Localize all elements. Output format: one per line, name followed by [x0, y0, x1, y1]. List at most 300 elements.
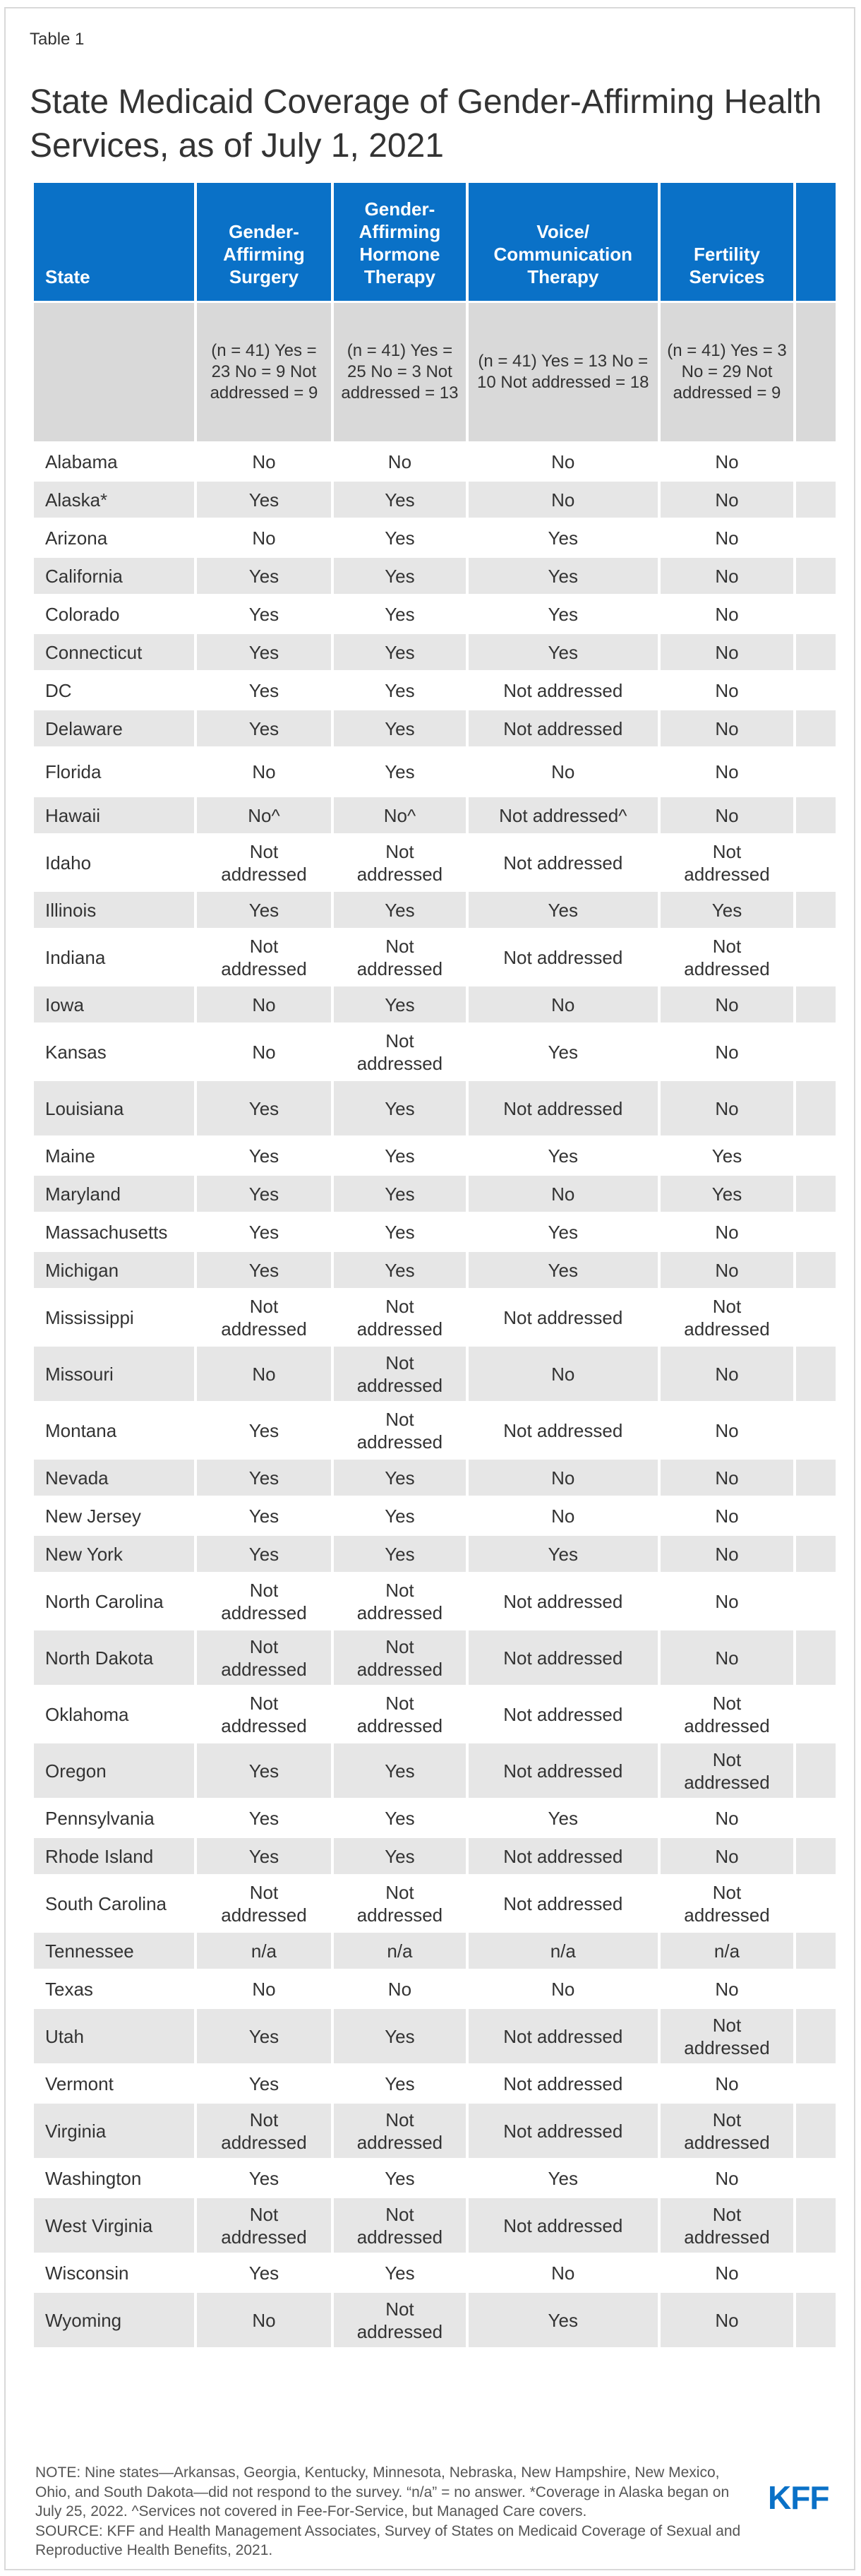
cell-state: Hawaii — [34, 797, 194, 833]
cell-voice: Not addressed — [469, 1743, 658, 1798]
cell-hormone: Yes — [334, 1838, 466, 1874]
cell-fertility: Yes — [661, 892, 793, 928]
cell-cut-off — [796, 1876, 836, 1931]
cell-surgery: Not addressed — [221, 1692, 307, 1736]
cell-voice: Not addressed — [503, 1703, 623, 1725]
page-title: State Medicaid Coverage of Gender-Affirming Health Services, as of July 1, 2021 — [30, 83, 822, 165]
cell-surgery: Yes — [197, 892, 331, 928]
table-row — [34, 1176, 836, 1212]
cell-fertility: Not addressed — [661, 2198, 793, 2253]
cell-cut-off — [796, 749, 836, 795]
cell-state: Idaho — [45, 852, 92, 873]
cell-fertility: No — [661, 558, 793, 594]
cell-cut-off — [796, 1214, 836, 1250]
cell-state: West Virginia — [34, 2198, 194, 2253]
table-row — [34, 1214, 836, 1250]
cell-surgery: No — [197, 986, 331, 1022]
cell-hormone: Not addressed — [356, 1692, 443, 1736]
cell-cut-off — [796, 558, 836, 594]
cell-voice: Not addressed — [469, 1081, 658, 1135]
cell-fertility: No — [715, 1041, 739, 1063]
cell-surgery: Not addressed — [221, 935, 307, 979]
cell-surgery: No — [252, 527, 276, 549]
cell-state: Colorado — [45, 603, 120, 625]
cell-surgery: Yes — [248, 679, 279, 701]
cell-voice: Yes — [548, 603, 578, 625]
cell-surgery: Yes — [197, 482, 331, 518]
cell-fertility: No — [715, 1978, 739, 2000]
table-row — [34, 1800, 836, 1836]
table-row — [34, 1536, 836, 1572]
cell-hormone: Not addressed — [334, 1347, 466, 1401]
summary-cell-voice: (n = 41) Yes = 13 No = 10 Not addressed = 18 — [469, 303, 658, 441]
cell-voice: No — [551, 1978, 575, 2000]
cell-fertility: No — [661, 1536, 793, 1572]
cell-surgery: No — [252, 1978, 276, 2000]
cell-surgery: Yes — [197, 558, 331, 594]
cell-voice: No — [551, 761, 575, 782]
cell-cut-off — [796, 2255, 836, 2291]
table-row — [34, 672, 836, 708]
cell-cut-off — [796, 672, 836, 708]
note-text: NOTE: Nine states—Arkansas, Georgia, Kentucky, Minnesota, Nebraska, New Hampshire, New Mexico, Ohio, and South Dakota—did not respond to the survey. “n/a” = no answer. *Coverage in Alaska began on July 25, 2022. ^Services not covered in Fee-For-Service, but Managed Care covers. — [35, 2464, 730, 2520]
cell-state: Tennessee — [34, 1933, 194, 1969]
cell-hormone: Not addressed — [356, 1408, 443, 1453]
table-row — [34, 835, 836, 890]
cell-cut-off — [796, 1025, 836, 1079]
cell-state: Mississippi — [45, 1306, 134, 1328]
cell-cut-off — [796, 1743, 836, 1798]
column-header-hormone: Gender-Affirming Hormone Therapy — [334, 183, 466, 301]
cell-state: New Jersey — [45, 1505, 141, 1527]
cell-cut-off — [796, 797, 836, 833]
cell-cut-off — [796, 1687, 836, 1741]
cell-voice: Not addressed — [503, 2073, 623, 2094]
cell-cut-off — [796, 2065, 836, 2101]
cell-state: Kansas — [45, 1041, 107, 1063]
table-row — [34, 1025, 836, 1079]
cell-voice: Yes — [548, 1041, 578, 1063]
cell-cut-off — [796, 1347, 836, 1401]
cell-cut-off — [796, 835, 836, 890]
table-row — [34, 558, 836, 594]
cell-cut-off — [796, 596, 836, 632]
cell-cut-off — [796, 1536, 836, 1572]
table-row — [34, 892, 836, 928]
cell-state: South Carolina — [45, 1892, 167, 1914]
cell-cut-off — [796, 443, 836, 479]
cell-fertility: No — [715, 1505, 739, 1527]
table-row — [34, 482, 836, 518]
cell-surgery: Yes — [197, 710, 331, 746]
table-row — [34, 2104, 836, 2158]
table-row — [34, 2293, 836, 2347]
cell-fertility: No — [715, 1807, 739, 1829]
cell-state: Nevada — [34, 1460, 194, 1496]
cell-surgery: Yes — [197, 1536, 331, 1572]
table-label: Table 1 — [30, 30, 85, 49]
cell-surgery: No — [252, 451, 276, 472]
table-row — [34, 1138, 836, 1174]
cell-surgery: Yes — [197, 1460, 331, 1496]
cell-surgery: Yes — [248, 1807, 279, 1829]
cell-state: Alaska* — [34, 482, 194, 518]
cell-state: Oregon — [34, 1743, 194, 1798]
cell-fertility: No — [715, 2167, 739, 2189]
cell-hormone: Yes — [334, 1536, 466, 1572]
table-row — [34, 1630, 836, 1685]
kff-logo: KFF — [768, 2479, 829, 2516]
cell-hormone: n/a — [334, 1933, 466, 1969]
cell-voice: Yes — [469, 2293, 658, 2347]
summary-cell-fertility: (n = 41) Yes = 3 No = 29 Not addressed = 9 — [661, 303, 793, 441]
cell-voice: Not addressed — [469, 2104, 658, 2158]
source-text: SOURCE: KFF and Health Management Associates, Survey of States on Medicaid Coverage of Sexual and Reproductive Health Benefits, 2021. — [35, 2522, 741, 2558]
table-row — [34, 1933, 836, 1969]
cell-state: Texas — [45, 1978, 93, 2000]
cell-voice: Not addressed — [503, 1419, 623, 1441]
cell-voice: No — [469, 1347, 658, 1401]
cell-state: Connecticut — [34, 634, 194, 670]
header-row — [34, 183, 836, 301]
cell-state: Washington — [45, 2167, 142, 2189]
cell-state: Arizona — [45, 527, 108, 549]
table-row — [34, 1743, 836, 1798]
cell-fertility: No — [715, 603, 739, 625]
cell-hormone: No — [387, 1978, 412, 2000]
cell-fertility: Not addressed — [684, 1295, 770, 1340]
cell-hormone: Yes — [334, 482, 466, 518]
cell-fertility: No — [661, 1838, 793, 1874]
cell-voice: Not addressed — [503, 1306, 623, 1328]
cell-cut-off — [796, 930, 836, 984]
cell-surgery: Yes — [248, 1505, 279, 1527]
cell-fertility: Not addressed — [684, 840, 770, 885]
cell-state: DC — [45, 679, 72, 701]
cell-cut-off — [796, 1176, 836, 1212]
cell-surgery: Not addressed — [221, 1295, 307, 1340]
cell-fertility: Yes — [711, 1145, 742, 1167]
table-row — [34, 2198, 836, 2253]
cell-voice: Not addressed — [503, 679, 623, 701]
column-header-voice: Voice/ Communication Therapy — [469, 183, 658, 301]
summary-row — [34, 303, 836, 441]
cell-voice: Not addressed — [503, 946, 623, 968]
cell-surgery: No — [197, 1347, 331, 1401]
cell-fertility: No — [661, 1081, 793, 1135]
cell-hormone: Not addressed — [356, 840, 443, 885]
column-header-surgery: Gender-Affirming Surgery — [197, 183, 331, 301]
cell-fertility: Not addressed — [684, 1692, 770, 1736]
table-row — [34, 710, 836, 746]
cell-hormone: Not addressed — [356, 1579, 443, 1623]
column-header-state: State — [34, 183, 194, 301]
table-row — [34, 986, 836, 1022]
cell-hormone: Yes — [385, 527, 415, 549]
cell-surgery: Yes — [248, 2167, 279, 2189]
cell-hormone: Not addressed — [356, 1881, 443, 1926]
cell-fertility: No — [715, 761, 739, 782]
cell-fertility: No — [661, 634, 793, 670]
cell-voice: No — [469, 482, 658, 518]
table-row — [34, 443, 836, 479]
cell-state: Rhode Island — [34, 1838, 194, 1874]
cell-voice: No — [551, 451, 575, 472]
cell-state: Delaware — [34, 710, 194, 746]
summary-cell-hormone: (n = 41) Yes = 25 No = 3 Not addressed = 13 — [334, 303, 466, 441]
cell-hormone: Yes — [334, 1743, 466, 1798]
cell-surgery: Yes — [197, 1838, 331, 1874]
cell-voice: Not addressed — [503, 852, 623, 873]
cell-cut-off — [796, 1290, 836, 1344]
cell-cut-off — [796, 1252, 836, 1288]
cell-cut-off — [796, 892, 836, 928]
cell-hormone: Yes — [385, 2167, 415, 2189]
cell-hormone: Yes — [334, 986, 466, 1022]
cell-cut-off — [796, 2198, 836, 2253]
cell-surgery: No — [252, 761, 276, 782]
table-row — [34, 930, 836, 984]
cell-hormone: Yes — [385, 1221, 415, 1243]
cell-cut-off — [796, 1933, 836, 1969]
table-row — [34, 2065, 836, 2101]
table-row — [34, 1574, 836, 1628]
cell-fertility: No — [661, 1630, 793, 1685]
cell-surgery: Yes — [248, 2262, 279, 2284]
cell-cut-off — [796, 2104, 836, 2158]
table-row — [34, 1081, 836, 1135]
cell-hormone: Yes — [334, 2009, 466, 2063]
cell-state: Missouri — [34, 1347, 194, 1401]
table-row — [34, 2009, 836, 2063]
cell-state: Pennsylvania — [45, 1807, 155, 1829]
cell-fertility: No — [661, 797, 793, 833]
table-row — [34, 1498, 836, 1534]
cell-cut-off — [796, 1460, 836, 1496]
cell-hormone: Yes — [334, 1460, 466, 1496]
cell-surgery: Not addressed — [197, 2104, 331, 2158]
coverage-table — [34, 181, 838, 2349]
cell-cut-off — [796, 634, 836, 670]
figure-frame — [4, 7, 855, 2570]
cell-voice: Yes — [469, 892, 658, 928]
cell-voice: n/a — [469, 1933, 658, 1969]
cell-hormone: Yes — [385, 1145, 415, 1167]
table-row — [34, 1252, 836, 1288]
cell-hormone: Not addressed — [356, 1030, 443, 1074]
cell-hormone: Yes — [334, 634, 466, 670]
cell-hormone: Yes — [334, 710, 466, 746]
cell-hormone: Yes — [334, 1252, 466, 1288]
cell-surgery: Yes — [248, 1145, 279, 1167]
cell-fertility: Yes — [661, 1176, 793, 1212]
cell-fertility: No — [661, 482, 793, 518]
cell-fertility: No — [715, 1419, 739, 1441]
cell-cut-off — [796, 1838, 836, 1874]
cell-cut-off — [796, 2293, 836, 2347]
table-row — [34, 520, 836, 556]
table-row — [34, 1876, 836, 1931]
cell-hormone: Not addressed — [334, 2198, 466, 2253]
cell-surgery: Not addressed — [197, 2198, 331, 2253]
cell-voice: No — [469, 1176, 658, 1212]
cell-fertility: No — [661, 1460, 793, 1496]
table-row — [34, 596, 836, 632]
cell-state: Florida — [45, 761, 102, 782]
cell-surgery: No^ — [197, 797, 331, 833]
cell-voice: Not addressed — [469, 1838, 658, 1874]
cell-fertility: No — [715, 1221, 739, 1243]
cell-state: Maine — [45, 1145, 95, 1167]
cell-voice: Not addressed — [503, 1892, 623, 1914]
table-row — [34, 797, 836, 833]
cell-surgery: Yes — [197, 1252, 331, 1288]
cell-state: North Carolina — [45, 1590, 164, 1612]
cell-hormone: Yes — [334, 558, 466, 594]
cell-hormone: Yes — [385, 2262, 415, 2284]
cell-voice: Yes — [469, 1252, 658, 1288]
table-row — [34, 2255, 836, 2291]
cell-voice: Not addressed — [503, 1590, 623, 1612]
cell-cut-off — [796, 1403, 836, 1457]
cell-surgery: Not addressed — [221, 1881, 307, 1926]
cell-state: Massachusetts — [45, 1221, 168, 1243]
cell-state: Wyoming — [34, 2293, 194, 2347]
cell-state: Louisiana — [34, 1081, 194, 1135]
cell-state: Virginia — [34, 2104, 194, 2158]
cell-fertility: Not addressed — [684, 935, 770, 979]
cell-surgery: No — [252, 1041, 276, 1063]
cell-surgery: No — [197, 2293, 331, 2347]
cell-voice: Not addressed — [469, 2009, 658, 2063]
table-row — [34, 1838, 836, 1874]
cell-voice: Not addressed — [469, 1630, 658, 1685]
cell-fertility: No — [715, 1590, 739, 1612]
cell-hormone: Yes — [385, 761, 415, 782]
table-row — [34, 1290, 836, 1344]
cell-surgery: Yes — [197, 1081, 331, 1135]
cell-fertility: No — [661, 710, 793, 746]
cell-voice: Yes — [469, 1536, 658, 1572]
cell-state: California — [34, 558, 194, 594]
cell-fertility: No — [715, 2262, 739, 2284]
cell-voice: Yes — [548, 1221, 578, 1243]
cell-voice: Not addressed^ — [469, 797, 658, 833]
cell-surgery: Yes — [197, 1743, 331, 1798]
cell-state: Utah — [34, 2009, 194, 2063]
cell-cut-off — [796, 1971, 836, 2007]
cell-cut-off — [796, 482, 836, 518]
cell-fertility: No — [715, 527, 739, 549]
cell-hormone: Yes — [385, 2073, 415, 2094]
cell-voice: Yes — [548, 1807, 578, 1829]
cell-hormone: Yes — [385, 679, 415, 701]
cell-fertility: Not addressed — [661, 2009, 793, 2063]
cell-state: Alabama — [45, 451, 118, 472]
cell-hormone: Not addressed — [334, 2293, 466, 2347]
cell-surgery: Yes — [197, 1176, 331, 1212]
cell-cut-off — [796, 2009, 836, 2063]
cell-cut-off — [796, 1574, 836, 1628]
table-row — [34, 1460, 836, 1496]
cell-fertility: No — [661, 1347, 793, 1401]
cell-fertility: No — [715, 2073, 739, 2094]
cell-cut-off — [796, 710, 836, 746]
cell-voice: Not addressed — [469, 2198, 658, 2253]
cell-state: Iowa — [34, 986, 194, 1022]
cell-surgery: Yes — [197, 634, 331, 670]
cell-surgery: Yes — [197, 2009, 331, 2063]
cell-surgery: Yes — [248, 1221, 279, 1243]
cell-hormone: Yes — [334, 1176, 466, 1212]
table-row — [34, 1687, 836, 1741]
summary-cell-state — [34, 303, 194, 441]
cell-voice: Yes — [548, 527, 578, 549]
cell-state: Vermont — [45, 2073, 114, 2094]
cell-state: New York — [34, 1536, 194, 1572]
cell-state: Illinois — [34, 892, 194, 928]
cell-state: Montana — [45, 1419, 117, 1441]
cell-cut-off — [796, 1081, 836, 1135]
cell-state: Michigan — [34, 1252, 194, 1288]
cell-voice: No — [551, 2262, 575, 2284]
cell-fertility: Not addressed — [684, 1881, 770, 1926]
column-header-cut-off — [796, 183, 836, 301]
cell-voice: No — [551, 1505, 575, 1527]
cell-voice: No — [469, 986, 658, 1022]
cell-cut-off — [796, 1498, 836, 1534]
cell-hormone: Yes — [385, 603, 415, 625]
cell-fertility: No — [661, 986, 793, 1022]
cell-hormone: No — [387, 451, 412, 472]
cell-surgery: Not addressed — [221, 840, 307, 885]
cell-fertility: Not addressed — [661, 1743, 793, 1798]
summary-cell-surgery: (n = 41) Yes = 23 No = 9 Not addressed = 9 — [197, 303, 331, 441]
cell-hormone: No^ — [334, 797, 466, 833]
cell-cut-off — [796, 986, 836, 1022]
cell-cut-off — [796, 1800, 836, 1836]
cell-voice: Yes — [548, 2167, 578, 2189]
cell-cut-off — [796, 1630, 836, 1685]
table-footnote — [35, 2463, 741, 2560]
cell-voice: Yes — [469, 558, 658, 594]
cell-surgery: Yes — [248, 1419, 279, 1441]
cell-surgery: Yes — [248, 2073, 279, 2094]
cell-voice: No — [469, 1460, 658, 1496]
cell-fertility: No — [661, 1252, 793, 1288]
table-row — [34, 1971, 836, 2007]
table-row — [34, 749, 836, 795]
cell-voice: Not addressed — [469, 710, 658, 746]
cell-state: Indiana — [45, 946, 106, 968]
cell-fertility: No — [715, 451, 739, 472]
cell-cut-off — [796, 520, 836, 556]
cell-cut-off — [796, 1138, 836, 1174]
cell-fertility: Not addressed — [661, 2104, 793, 2158]
cell-voice: Yes — [469, 634, 658, 670]
coverage-table-container — [34, 181, 838, 2349]
cell-fertility: No — [661, 2293, 793, 2347]
cell-surgery: n/a — [197, 1933, 331, 1969]
cell-surgery: Yes — [248, 603, 279, 625]
cell-hormone: Yes — [334, 892, 466, 928]
cell-hormone: Not addressed — [334, 1630, 466, 1685]
table-row — [34, 1347, 836, 1401]
cell-surgery: Not addressed — [197, 1630, 331, 1685]
table-row — [34, 1403, 836, 1457]
cell-state: Oklahoma — [45, 1703, 129, 1725]
cell-hormone: Not addressed — [334, 2104, 466, 2158]
